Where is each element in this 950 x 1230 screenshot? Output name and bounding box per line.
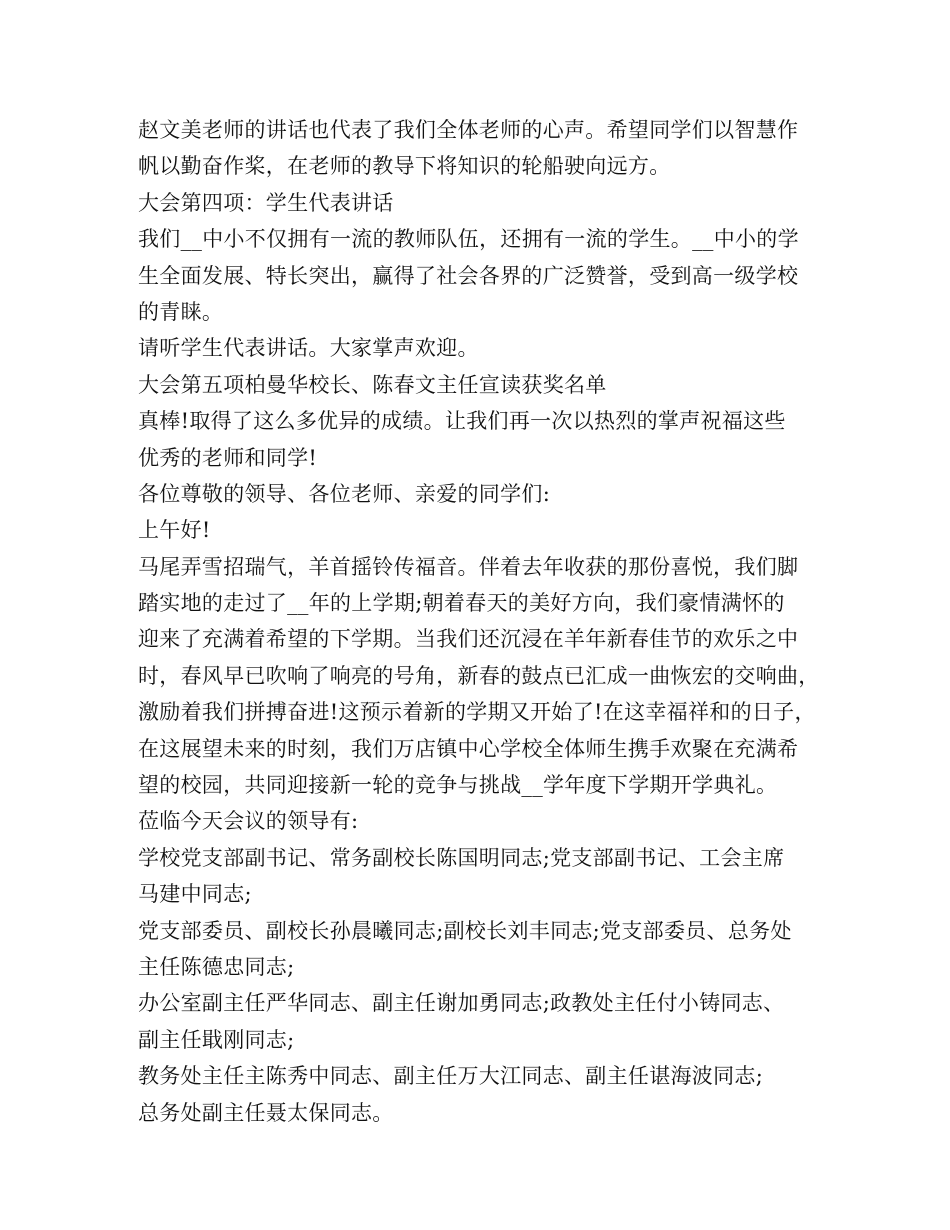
text-line: 教务处主任主陈秀中同志、副主任万大江同志、副主任谌海波同志; <box>138 1064 764 1089</box>
text-line: 莅临今天会议的领导有: <box>138 809 359 834</box>
text-line: 我们__中小不仅拥有一流的教师队伍，还拥有一流的学生。__中小的学 <box>138 227 799 252</box>
text-line: 在这展望未来的时刻，我们万店镇中心学校全体师生携手欢聚在充满希 <box>138 736 799 761</box>
text-line: 主任陈德忠同志; <box>138 954 295 979</box>
section-heading: 大会第五项柏曼华校长、陈春文主任宣读获奖名单 <box>138 372 607 397</box>
text-line: 帆以勤奋作桨，在老师的教导下将知识的轮船驶向远方。 <box>138 154 671 179</box>
text-line: 总务处副主任聂太保同志。 <box>138 1100 394 1125</box>
text-line: 激励着我们拼搏奋进!这预示着新的学期又开始了!在这幸福祥和的日子， <box>138 700 816 725</box>
greeting-line: 各位尊敬的领导、各位老师、亲爱的同学们: <box>138 481 551 506</box>
text-line: 踏实地的走过了__年的上学期;朝着春天的美好方向，我们豪情满怀的 <box>138 591 785 616</box>
text-line: 迎来了充满着希望的下学期。当我们还沉浸在羊年新春佳节的欢乐之中 <box>138 627 799 652</box>
text-line: 的青睐。 <box>138 299 224 324</box>
text-line: 学校党支部副书记、常务副校长陈国明同志;党支部副书记、工会主席 <box>138 845 785 870</box>
text-line: 副主任戢刚同志; <box>138 1027 295 1052</box>
text-line: 马建中同志; <box>138 882 252 907</box>
text-line: 请听学生代表讲话。大家掌声欢迎。 <box>138 336 479 361</box>
text-line: 优秀的老师和同学! <box>138 445 318 470</box>
greeting-line: 上午好! <box>138 518 211 543</box>
text-line: 党支部委员、副校长孙晨曦同志;副校长刘丰同志;党支部委员、总务处 <box>138 918 792 943</box>
text-line: 办公室副主任严华同志、副主任谢加勇同志;政教处主任付小铸同志、 <box>138 991 785 1016</box>
text-line: 时，春风早已吹响了响亮的号角，新春的鼓点已汇成一曲恢宏的交响曲， <box>138 663 820 688</box>
text-line: 真棒!取得了这么多优异的成绩。让我们再一次以热烈的掌声祝福这些 <box>138 409 786 434</box>
text-line: 望的校园，共同迎接新一轮的竞争与挑战__学年度下学期开学典礼。 <box>138 773 778 798</box>
document-body <box>138 112 818 1131</box>
section-heading: 大会第四项：学生代表讲话 <box>138 190 394 215</box>
text-line: 生全面发展、特长突出，赢得了社会各界的广泛赞誉，受到高一级学校 <box>138 263 799 288</box>
text-line: 赵文美老师的讲话也代表了我们全体老师的心声。希望同学们以智慧作 <box>138 118 799 142</box>
text-line: 马尾弄雪招瑞气，羊首摇铃传福音。伴着去年收获的那份喜悦，我们脚 <box>138 554 799 579</box>
